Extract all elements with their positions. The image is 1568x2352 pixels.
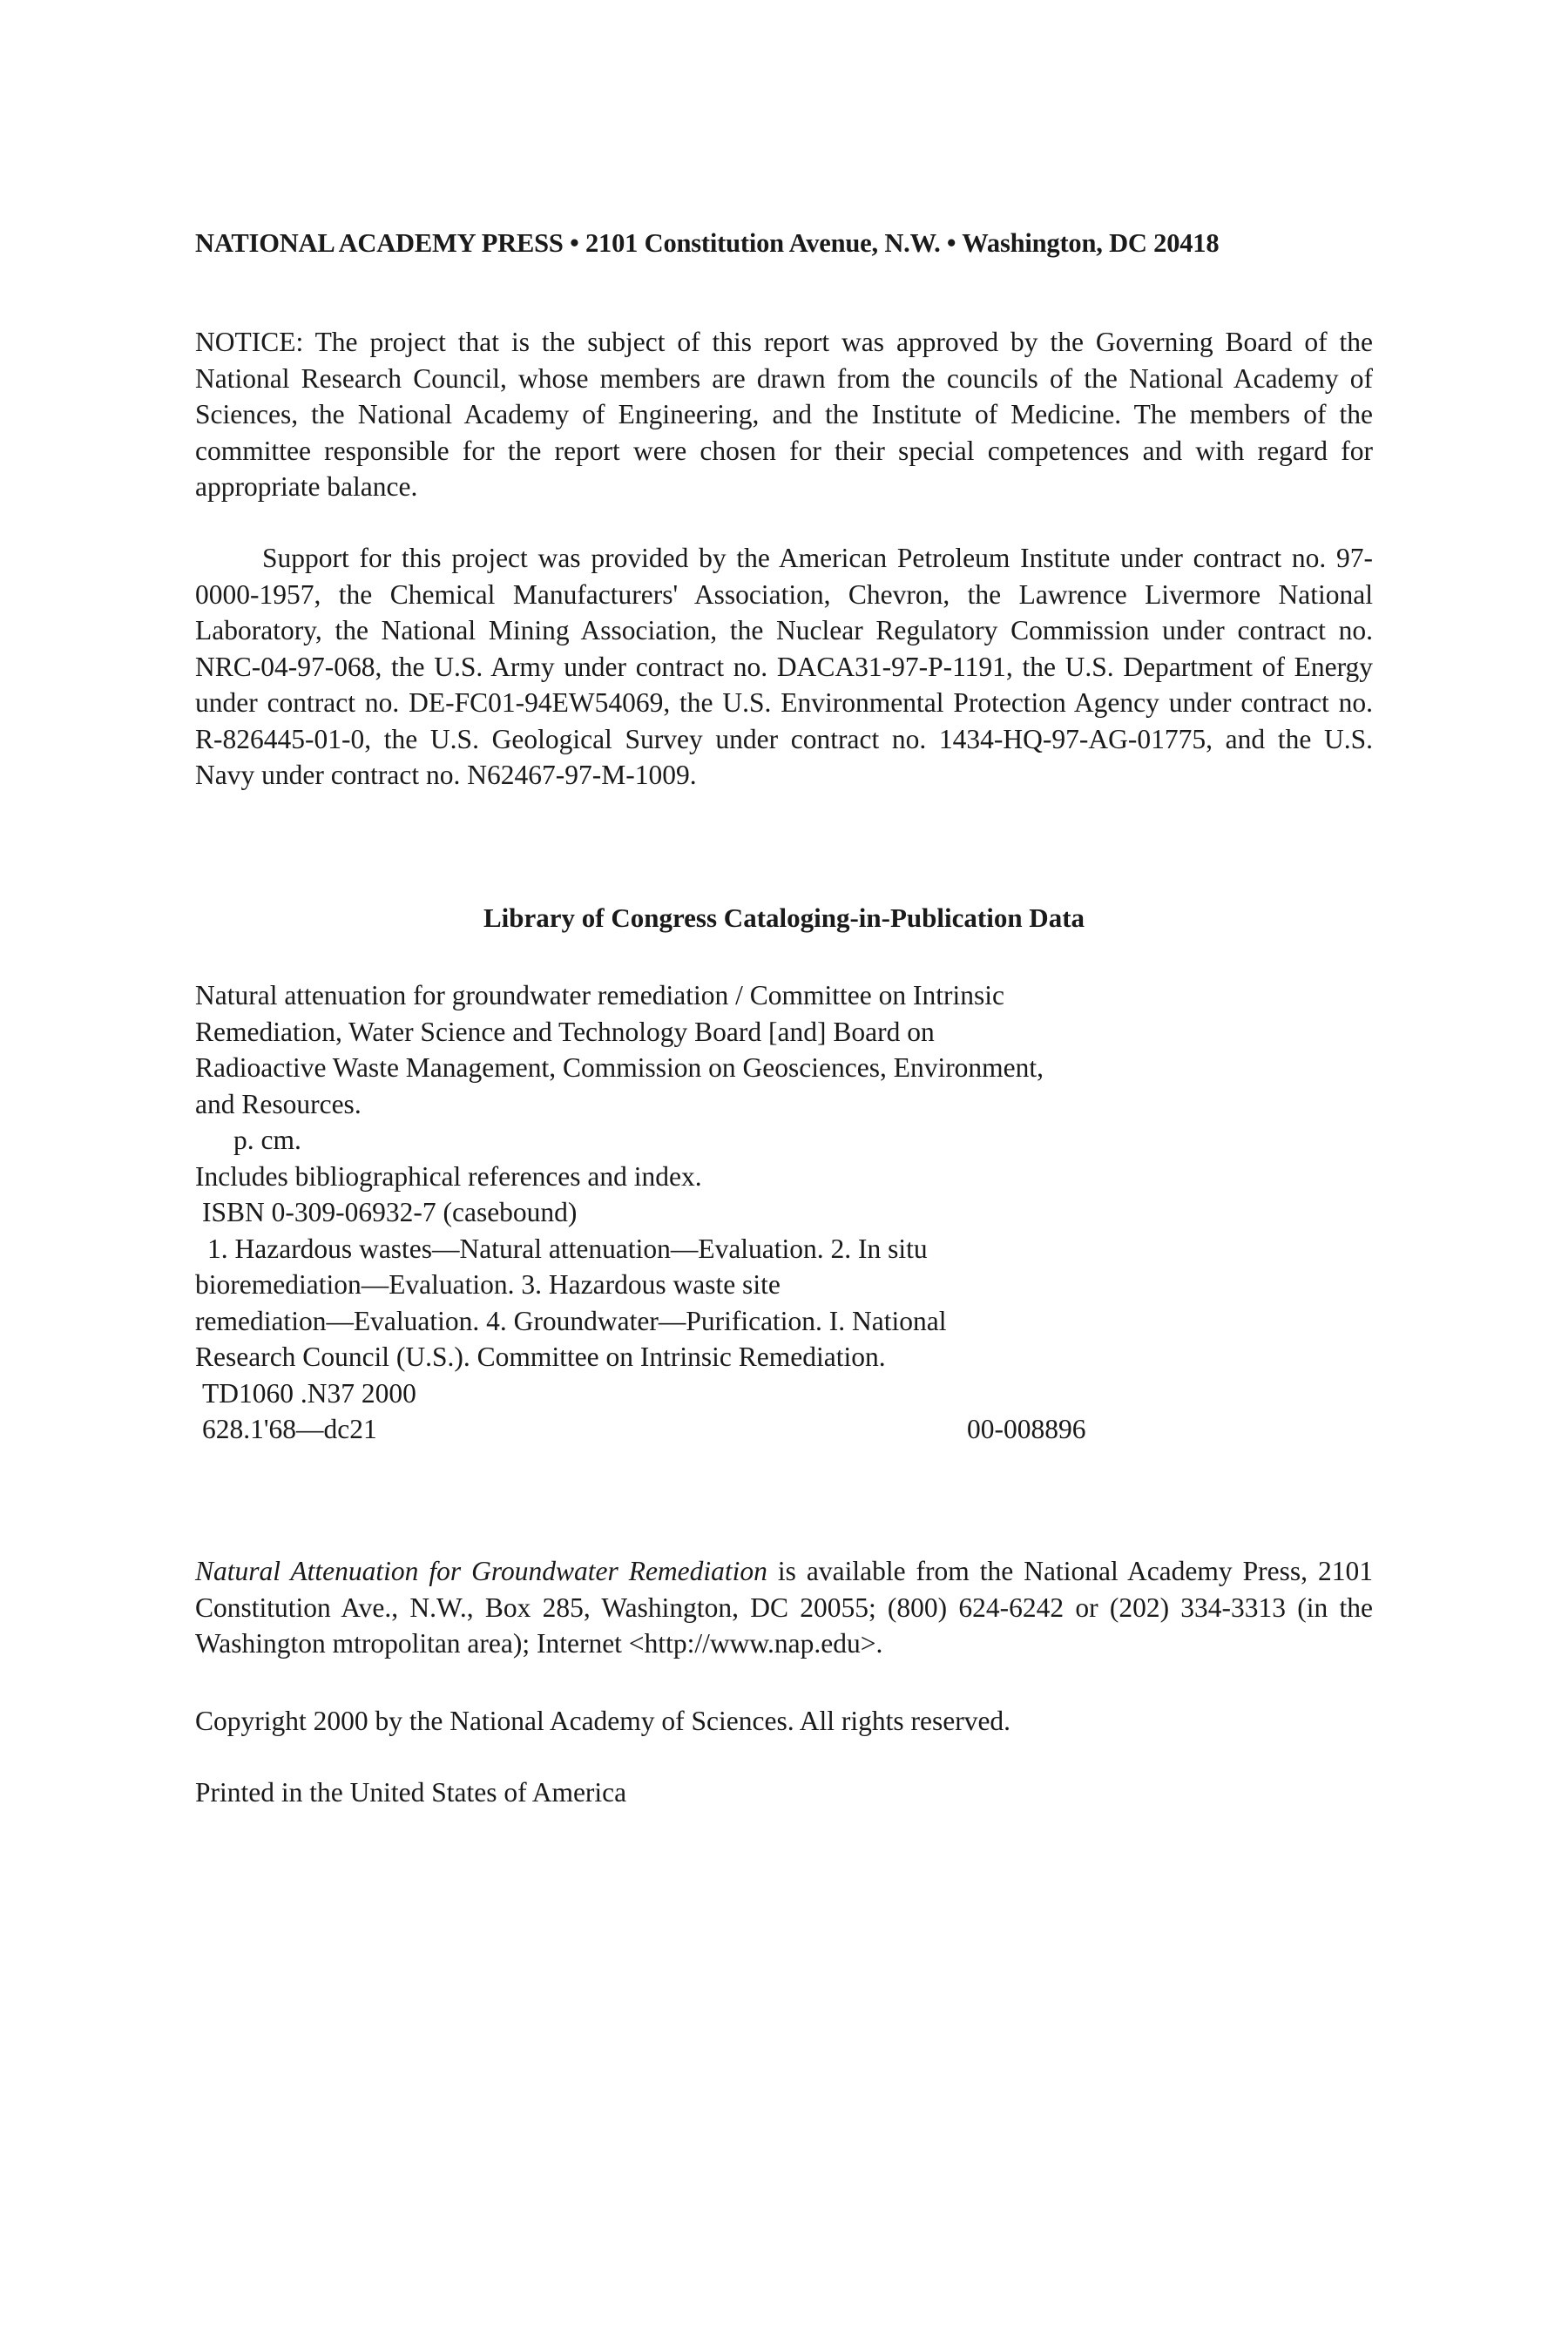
cip-subject-line: bioremediation—Evaluation. 3. Hazardous waste site: [195, 1269, 781, 1300]
cip-title-line: Radioactive Waste Management, Commission on Geosciences, Environment,: [195, 1052, 1044, 1083]
cip-isbn: ISBN 0-309-06932-7 (casebound): [202, 1197, 578, 1227]
support-paragraph: Support for this project was provided by the American Petroleum Institute under contract no. 97-0000-1957, the Chemical Manufacturers' Association, Chevron, the Lawrence Livermore National Laboratory, the National Mining Association, the Nuclear Regulatory Commission under contract no. NRC-04-97-068, the U.S. Army under contract no. DACA31-97-P-1191, the U.S. Department of Energy under contract no. DE-FC01-94EW54069, the U.S. Environmental Protection Agency under contract no. R-826445-01-0, the U.S. Geological Survey under contract no. 1434-HQ-97-AG-01775, and the U.S. Navy under contract no. N62467-97-M-1009.: [195, 543, 1373, 790]
copyright-line: Copyright 2000 by the National Academy of Sciences. All rights reserved.: [195, 1706, 1011, 1736]
notice-paragraph: NOTICE: The project that is the subject of this report was approved by the Governing Board of the National Research Council, whose members are drawn from the councils of the National Academy of Sciences, the National Academy of Engineering, and the Institute of Medicine. The members of the committee responsible for the report were chosen for their special competences and with regard for appropriate balance.: [195, 327, 1373, 502]
cip-subject-line: Research Council (U.S.). Committee on Intrinsic Remediation.: [195, 1342, 886, 1372]
cip-notes: Includes bibliographical references and index.: [195, 1160, 702, 1192]
printed-in-line: Printed in the United States of America: [195, 1777, 627, 1808]
cip-title-line: Remediation, Water Science and Technology Board [and] Board on: [195, 1016, 935, 1047]
cip-classification-row: [195, 1411, 1328, 1448]
cip-title-line: and Resources.: [195, 1088, 362, 1119]
availability-text: is available from the National Academy Press, 2101 Constitution Ave., N.W., Box 285, Washington, DC 20055; (800) 624-6242 or (202) 334-3313 (in the Washington mtropolitan area); Internet <http://www.nap.edu>.: [195, 1556, 1373, 1659]
cip-lccn: 00-008896: [967, 1414, 1086, 1444]
cip-title-line: Natural attenuation for groundwater remediation / Committee on Intrinsic: [195, 980, 1004, 1010]
book-title: Natural Attenuation for Groundwater Remediation: [195, 1556, 767, 1586]
publisher-header: NATIONAL ACADEMY PRESS • 2101 Constitution Avenue, N.W. • Washington, DC 20418: [195, 228, 1220, 258]
cip-heading: Library of Congress Cataloging-in-Publication Data: [483, 902, 1085, 933]
availability-paragraph: [195, 1553, 1373, 1662]
cip-lc-call-number: TD1060 .N37 2000: [202, 1377, 416, 1409]
cip-subject-line: 1. Hazardous wastes—Natural attenuation—Evaluation. 2. In situ: [207, 1233, 928, 1264]
cip-subject-line: remediation—Evaluation. 4. Groundwater—Purification. I. National: [195, 1305, 947, 1336]
copyright-page: [195, 0, 1373, 2352]
cip-record: [195, 977, 1328, 1448]
cip-physical-description: p. cm.: [233, 1125, 301, 1155]
cip-dewey-number: 628.1'68—dc21: [202, 1414, 377, 1444]
